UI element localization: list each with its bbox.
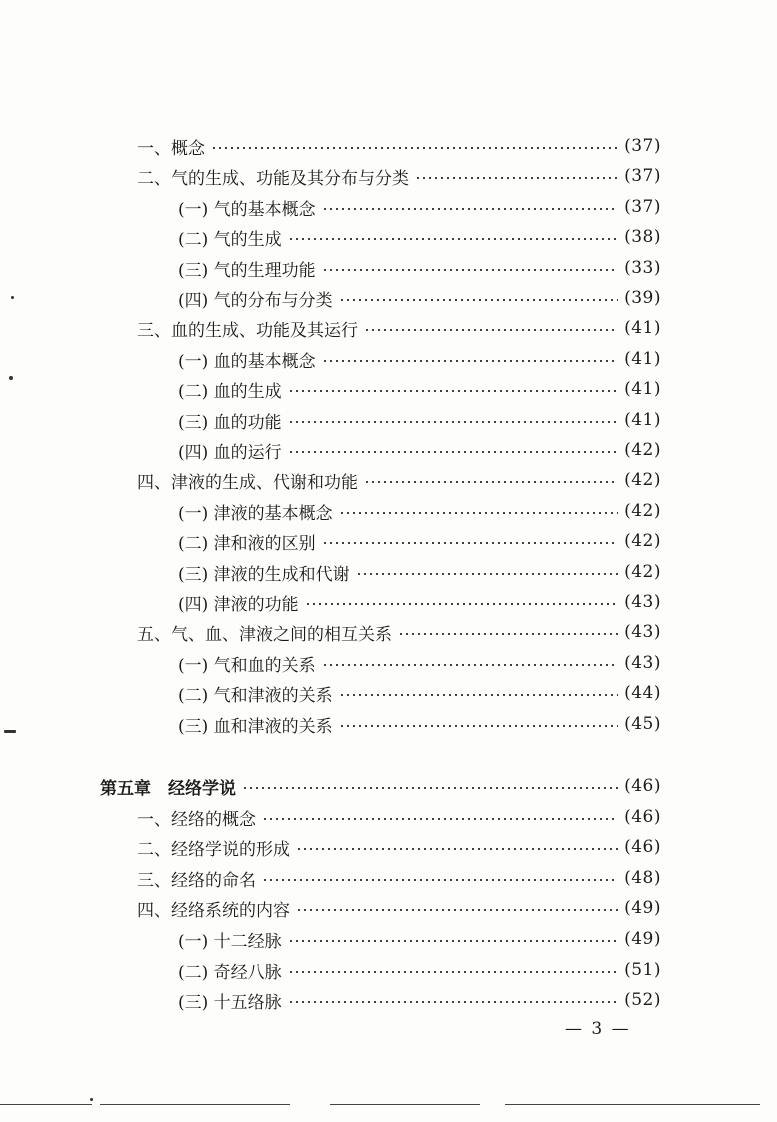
entry-page-number: (51) <box>624 960 661 980</box>
entry-page-number: (42) <box>624 440 661 460</box>
entry-title: 一、概念 <box>137 138 205 159</box>
entry-title: (二) 血的生成 <box>178 381 282 402</box>
scan-speck <box>9 376 13 380</box>
subsection-entry[interactable] <box>178 957 661 983</box>
leader-dots <box>322 542 618 544</box>
entry-title: (一) 气和血的关系 <box>178 655 316 676</box>
subsection-entry[interactable] <box>178 711 661 737</box>
subsection-entry[interactable] <box>178 376 661 402</box>
subsection-entry[interactable] <box>178 224 661 250</box>
entry-page-number: (46) <box>624 837 661 857</box>
leader-dots <box>322 360 618 362</box>
chapter-entry[interactable] <box>100 773 661 799</box>
entry-title: (二) 气的生成 <box>178 229 282 250</box>
entry-title: (四) 津液的功能 <box>178 594 299 615</box>
leader-dots <box>398 633 618 635</box>
subsection-entry[interactable] <box>178 346 661 372</box>
leader-dots <box>364 329 618 331</box>
entry-title: 四、津液的生成、代谢和功能 <box>137 472 358 493</box>
entry-title: (三) 津液的生成和代谢 <box>178 564 350 585</box>
entry-page-number: (44) <box>624 683 661 703</box>
leader-dots <box>322 269 618 271</box>
section-entry[interactable] <box>137 163 661 189</box>
leader-dots <box>356 573 618 575</box>
subsection-entry[interactable] <box>178 194 661 220</box>
scan-speck <box>90 1098 93 1101</box>
leader-dots <box>296 909 618 911</box>
leader-dots <box>322 208 618 210</box>
leader-dots <box>262 879 618 881</box>
leader-dots <box>339 512 618 514</box>
section-entry[interactable] <box>137 804 661 830</box>
entry-page-number: (37) <box>624 197 661 217</box>
leader-dots <box>262 818 618 820</box>
leader-dots <box>288 971 618 973</box>
entry-title: 一、经络的概念 <box>137 809 256 830</box>
leader-dots <box>364 481 618 483</box>
scan-speck <box>11 296 14 299</box>
entry-title: (一) 血的基本概念 <box>178 351 316 372</box>
entry-page-number: (42) <box>624 501 661 521</box>
entry-page-number: (39) <box>624 288 661 308</box>
entry-title: (三) 气的生理功能 <box>178 260 316 281</box>
entry-page-number: (48) <box>624 868 661 888</box>
leader-dots <box>305 603 618 605</box>
subsection-entry[interactable] <box>178 255 661 281</box>
scan-edge-line <box>100 1104 290 1105</box>
section-entry[interactable] <box>137 467 661 493</box>
leader-dots <box>288 390 618 392</box>
section-entry[interactable] <box>137 315 661 341</box>
section-entry[interactable] <box>137 895 661 921</box>
entry-page-number: (33) <box>624 258 661 278</box>
subsection-entry[interactable] <box>178 437 661 463</box>
entry-page-number: (45) <box>624 714 661 734</box>
scan-edge-line <box>505 1104 760 1105</box>
subsection-entry[interactable] <box>178 589 661 615</box>
subsection-entry[interactable] <box>178 650 661 676</box>
subsection-entry[interactable] <box>178 285 661 311</box>
leader-dots <box>288 940 618 942</box>
entry-page-number: (41) <box>624 379 661 399</box>
entry-title: 第五章 经络学说 <box>100 778 236 799</box>
entry-title: 二、经络学说的形成 <box>137 839 290 860</box>
leader-dots <box>288 1001 618 1003</box>
entry-title: (四) 血的运行 <box>178 442 282 463</box>
entry-page-number: (42) <box>624 470 661 490</box>
entry-page-number: (49) <box>624 929 661 949</box>
leader-dots <box>242 787 618 789</box>
scan-speck <box>4 730 16 733</box>
entry-title: (三) 血的功能 <box>178 412 282 433</box>
entry-title: (四) 气的分布与分类 <box>178 290 333 311</box>
leader-dots <box>322 664 618 666</box>
entry-title: (二) 奇经八脉 <box>178 962 282 983</box>
section-entry[interactable] <box>137 865 661 891</box>
entry-page-number: (41) <box>624 318 661 338</box>
subsection-entry[interactable] <box>178 926 661 952</box>
subsection-entry[interactable] <box>178 559 661 585</box>
entry-title: (一) 气的基本概念 <box>178 199 316 220</box>
page-number: — 3 — <box>565 1019 631 1039</box>
section-entry[interactable] <box>137 834 661 860</box>
section-entry[interactable] <box>137 133 661 159</box>
leader-dots <box>339 694 618 696</box>
leader-dots <box>288 421 618 423</box>
entry-title: 五、气、血、津液之间的相互关系 <box>137 624 392 645</box>
leader-dots <box>211 147 618 149</box>
entry-title: (一) 津液的基本概念 <box>178 503 333 524</box>
section-entry[interactable] <box>137 619 661 645</box>
subsection-entry[interactable] <box>178 528 661 554</box>
entry-page-number: (41) <box>624 349 661 369</box>
entry-page-number: (37) <box>624 136 661 156</box>
leader-dots <box>296 848 618 850</box>
leader-dots <box>339 299 618 301</box>
entry-page-number: (42) <box>624 531 661 551</box>
entry-page-number: (46) <box>624 807 661 827</box>
entry-title: 三、血的生成、功能及其运行 <box>137 320 358 341</box>
leader-dots <box>415 177 618 179</box>
entry-title: (二) 气和津液的关系 <box>178 685 333 706</box>
leader-dots <box>288 451 618 453</box>
subsection-entry[interactable] <box>178 498 661 524</box>
entry-title: (一) 十二经脉 <box>178 931 282 952</box>
entry-title: 四、经络系统的内容 <box>137 900 290 921</box>
entry-page-number: (43) <box>624 622 661 642</box>
scan-edge-line <box>0 1104 92 1105</box>
entry-page-number: (42) <box>624 562 661 582</box>
entry-page-number: (43) <box>624 592 661 612</box>
entry-title: (三) 十五络脉 <box>178 992 282 1013</box>
entry-title: (三) 血和津液的关系 <box>178 716 333 737</box>
entry-page-number: (38) <box>624 227 661 247</box>
scan-edge-line <box>330 1104 480 1105</box>
entry-title: 三、经络的命名 <box>137 870 256 891</box>
entry-page-number: (49) <box>624 898 661 918</box>
leader-dots <box>288 238 618 240</box>
entry-page-number: (43) <box>624 653 661 673</box>
entry-page-number: (41) <box>624 410 661 430</box>
subsection-entry[interactable] <box>178 987 661 1013</box>
entry-page-number: (52) <box>624 990 661 1010</box>
subsection-entry[interactable] <box>178 680 661 706</box>
subsection-entry[interactable] <box>178 407 661 433</box>
entry-page-number: (46) <box>624 776 661 796</box>
entry-title: (二) 津和液的区别 <box>178 533 316 554</box>
leader-dots <box>339 725 618 727</box>
entry-page-number: (37) <box>624 166 661 186</box>
entry-title: 二、气的生成、功能及其分布与分类 <box>137 168 409 189</box>
